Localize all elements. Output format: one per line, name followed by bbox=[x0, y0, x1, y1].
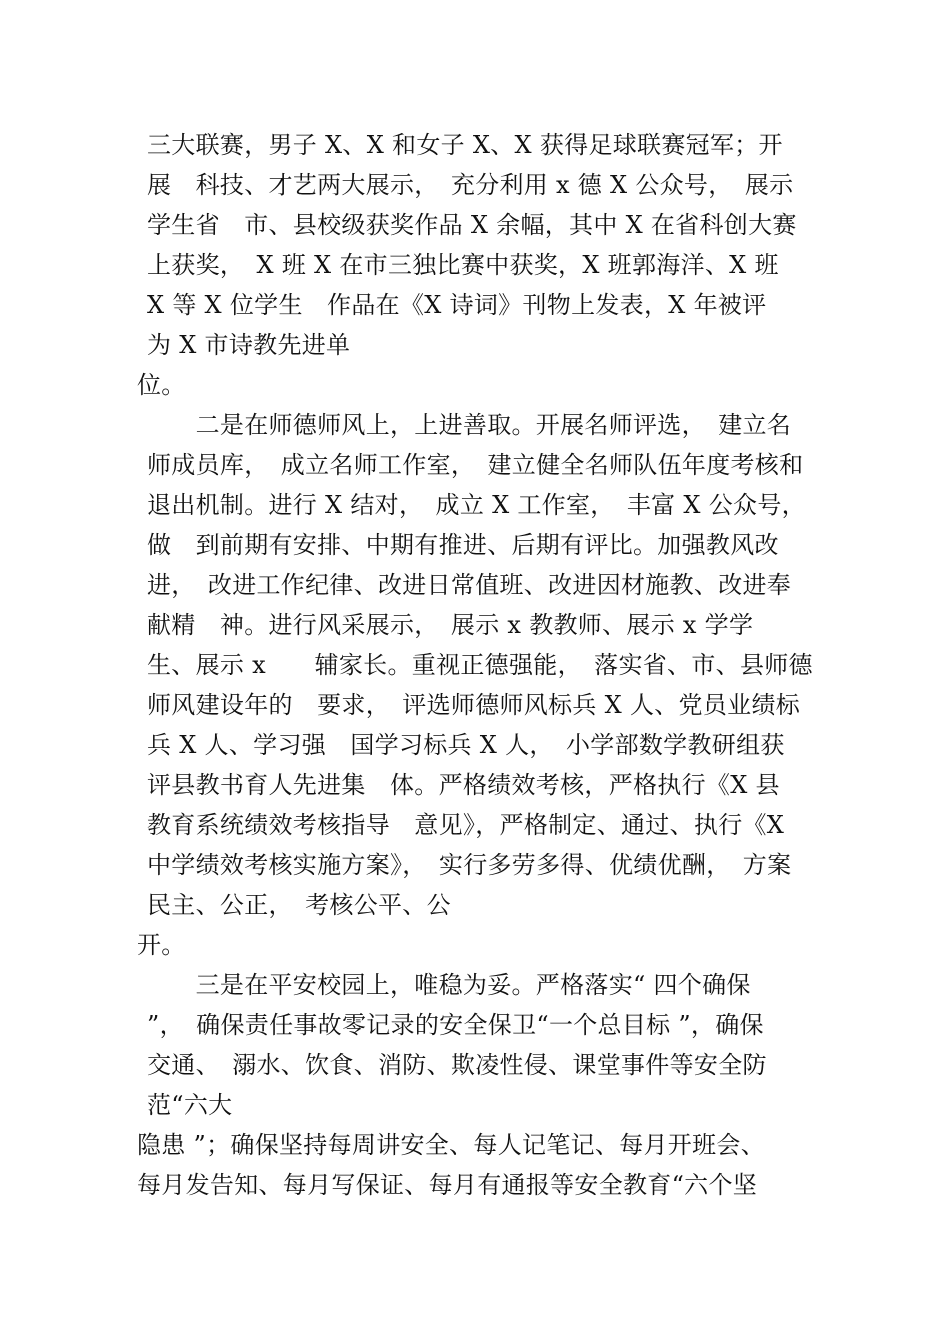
text-line: 交通、 溺水、饮食、消防、欺凌性侵、课堂事件等安全防 bbox=[147, 1051, 767, 1079]
text-line: 献精 神。进行风采展示， 展示 x 教教师、展示 x 学学 bbox=[147, 611, 754, 639]
text-line: 退出机制。进行 X 结对， 成立 X 工作室， 丰富 X 公众号， bbox=[147, 491, 806, 519]
text-line: 学生省 市、县校级获奖作品 X 余幅，其中 X 在省科创大赛 bbox=[147, 211, 797, 239]
paragraph-start: 三是在平安校园上，唯稳为妥。严格落实“ 四个确保 bbox=[147, 971, 751, 999]
text-line: 进， 改进工作纪律、改进日常值班、改进因材施教、改进奉 bbox=[147, 571, 792, 599]
text-line: 上获奖， X 班 X 在市三独比赛中获奖，X 班郭海洋、X 班 bbox=[147, 251, 779, 279]
text-line: 隐患 ”；确保坚持每周讲安全、每人记笔记、每月开班会、 bbox=[137, 1131, 765, 1159]
text-line: X 等 X 位学生 作品在《X 诗词》刊物上发表，X 年被评 bbox=[147, 291, 767, 319]
text-line: 位。 bbox=[137, 371, 186, 399]
text-line: 三大联赛，男子 X、X 和女子 X、X 获得足球联赛冠军；开 bbox=[147, 131, 783, 159]
paragraph-start: 二是在师德师风上，上进善取。开展名师评选， 建立名 bbox=[147, 411, 792, 439]
text-line: ”， 确保责任事故零记录的安全保卫“一个总目标 ”，确保 bbox=[147, 1011, 764, 1039]
text-line: 做 到前期有安排、中期有推进、后期有评比。加强教风改 bbox=[147, 531, 779, 559]
text-line: 师风建设年的 要求， 评选师德师风标兵 X 人、党员业绩标 bbox=[147, 691, 801, 719]
text-line: 生、展示 x 辅家长。重视正德强能， 落实省、市、县师德 bbox=[147, 651, 813, 679]
document-body bbox=[137, 125, 837, 1205]
text-line: 兵 X 人、学习强 国学习标兵 X 人， 小学部数学教研组获 bbox=[147, 731, 785, 759]
text-line: 民主、公正， 考核公平、公 bbox=[147, 891, 451, 919]
text-line: 为 X 市诗教先进单 bbox=[147, 331, 351, 359]
text-line: 每月发告知、每月写保证、每月有通报等安全教育“六个坚 bbox=[137, 1171, 758, 1199]
text-line: 开。 bbox=[137, 931, 186, 959]
text-line: 范“六大 bbox=[147, 1091, 233, 1119]
text-line: 教育系统绩效考核指导 意见》，严格制定、通过、执行《X bbox=[147, 811, 785, 839]
text-line: 师成员库， 成立名师工作室， 建立健全名师队伍年度考核和 bbox=[147, 451, 804, 479]
text-line: 中学绩效考核实施方案》， 实行多劳多得、优绩优酬， 方案 bbox=[147, 851, 792, 879]
text-line: 评县教书育人先进集 体。严格绩效考核，严格执行《X 县 bbox=[147, 771, 780, 799]
text-line: 展 科技、才艺两大展示， 充分利用 x 德 X 公众号， 展示 bbox=[147, 171, 794, 199]
